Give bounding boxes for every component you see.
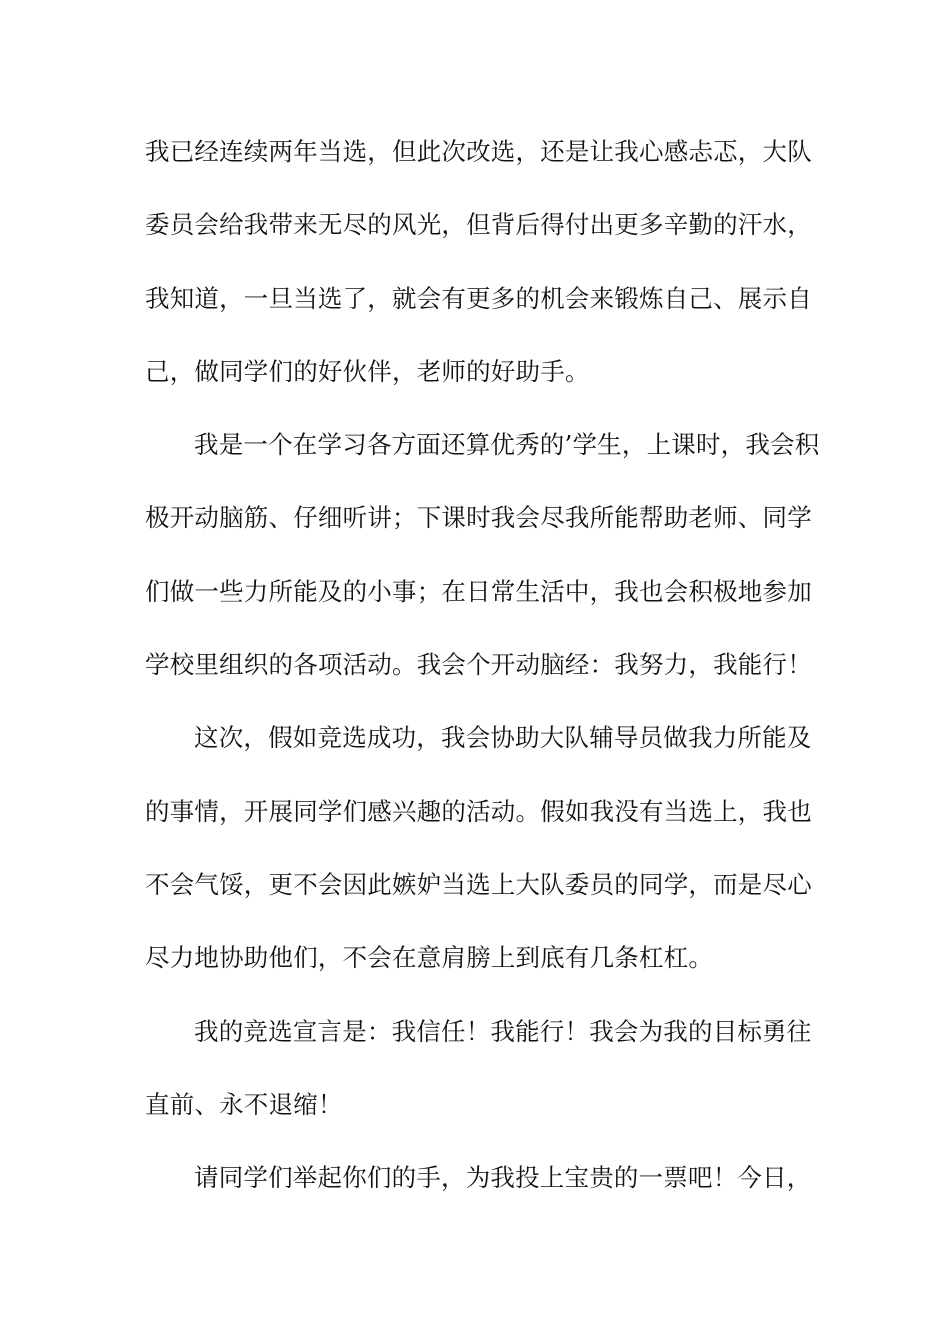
text-line: 极开动脑筋、仔细听讲；下课时我会尽我所能帮助老师、同学: [145, 503, 812, 533]
text-line: 们做一些力所能及的小事；在日常生活中，我也会积极地参加: [145, 576, 812, 606]
text-line: 不会气馁，更不会因此嫉妒当选上大队委员的同学，而是尽心: [145, 869, 812, 899]
paragraph-first-line: 这次，假如竞选成功，我会协助大队辅导员做我力所能及: [194, 723, 812, 753]
text-line: 学校里组织的各项活动。我会个开动脑经：我努力，我能行！: [145, 650, 812, 680]
paragraph-first-line: 我是一个在学习各方面还算优秀的’学生，上课时，我会积: [194, 430, 820, 460]
body-text: [145, 122, 820, 1221]
paragraph-first-line: 我的竞选宣言是：我信任！我能行！我会为我的目标勇往: [194, 1016, 812, 1046]
text-line: 委员会给我带来无尽的风光，但背后得付出更多辛勤的汗水，: [145, 210, 812, 240]
text-line: 直前、永不退缩！: [145, 1089, 343, 1119]
paragraph-first-line: 请同学们举起你们的手，为我投上宝贵的一票吧！今日，: [194, 1163, 812, 1193]
text-line: 我知道，一旦当选了，就会有更多的机会来锻炼自己、展示自: [145, 283, 812, 313]
text-line: 己，做同学们的好伙伴，老师的好助手。: [145, 356, 590, 386]
text-line: 尽力地协助他们，不会在意肩膀上到底有几条杠杠。: [145, 943, 714, 973]
text-line: 我已经连续两年当选，但此次改选，还是让我心感忐忑，大队: [145, 137, 812, 166]
text-line: 的事情，开展同学们感兴趣的活动。假如我没有当选上，我也: [145, 796, 812, 826]
